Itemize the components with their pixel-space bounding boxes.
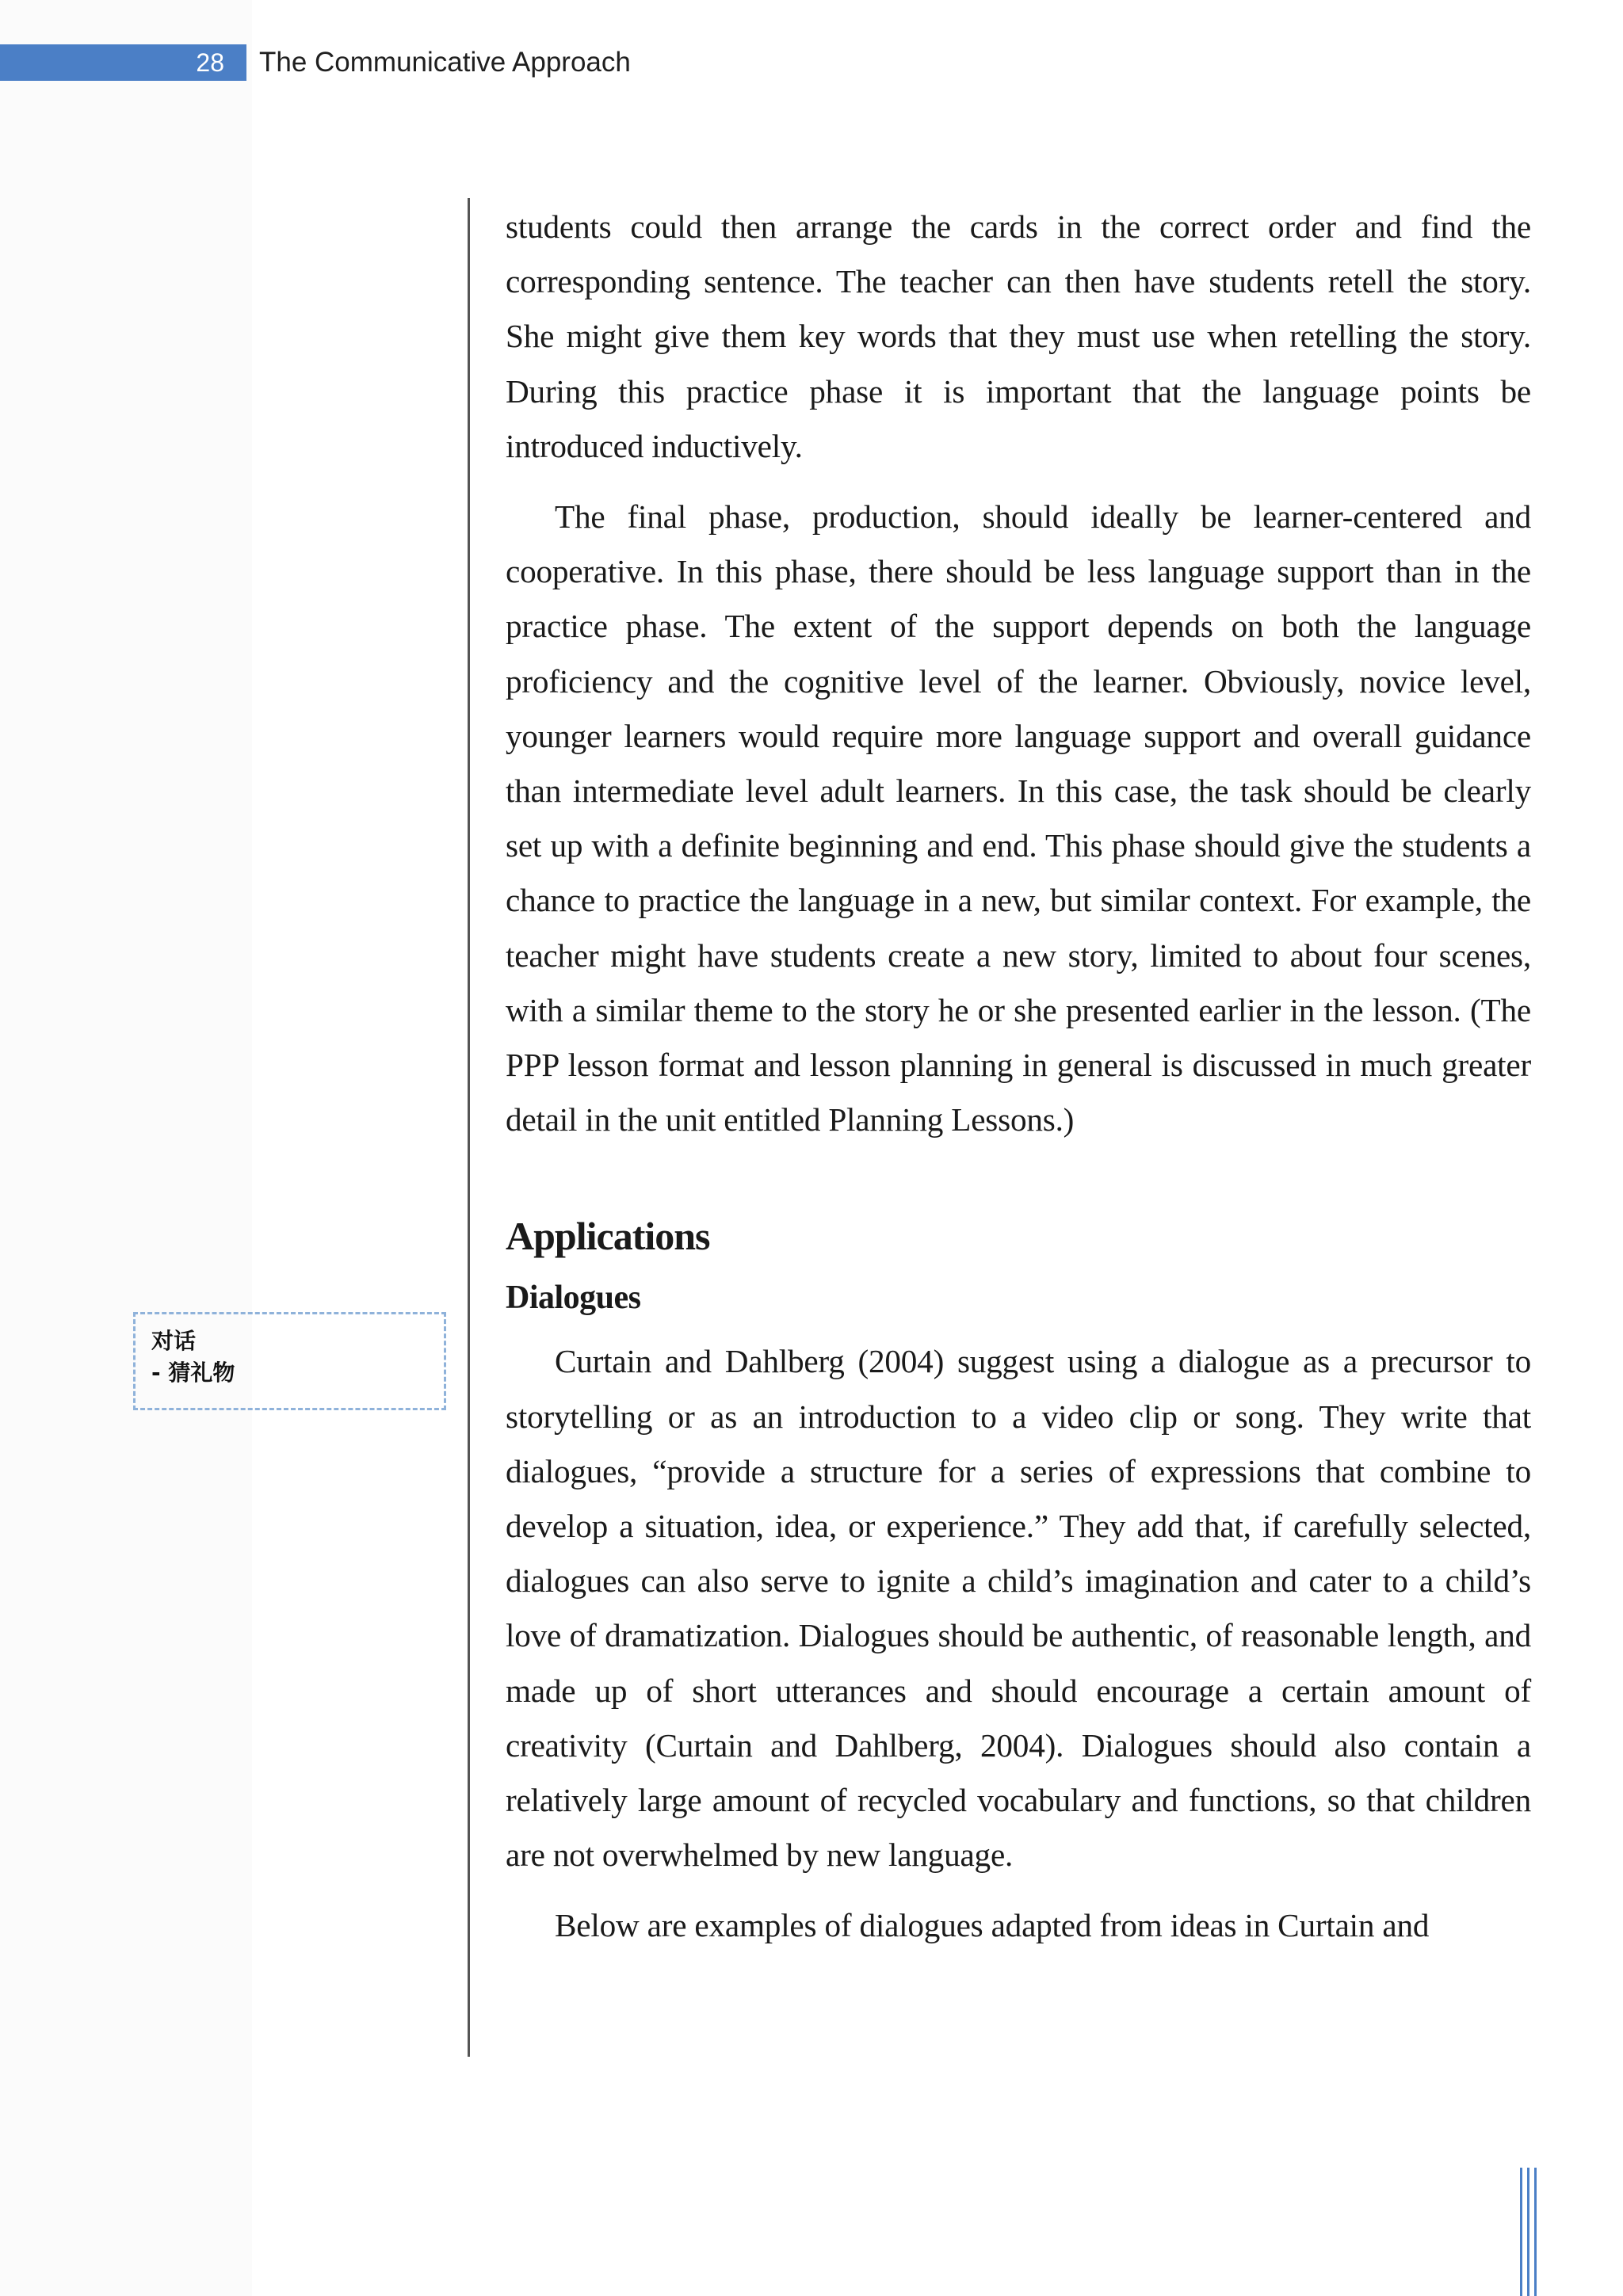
paragraph-1: students could then arrange the cards in the correct order and find the corresponding sentence. The teacher can then have students retell the story. She might give them key words that they must use when retelling the story. During this practice phase it is important that the language points be introduced inductively.: [506, 208, 1531, 464]
edge-line: [1527, 2168, 1529, 2296]
edge-line: [1534, 2168, 1537, 2296]
margin-note-line-2: - 猜礼物: [151, 1360, 235, 1386]
margin-note-line-1: 对话: [151, 1328, 197, 1354]
section-heading: Applications: [506, 1214, 710, 1259]
page-header: [0, 44, 631, 81]
paragraph-3: Curtain and Dahlberg (2004) suggest using a dialogue as a precursor to storytelling or as an introduction to a video clip or song. They write that dialogues, “provide a structure for a series of expressions that combine to develop a situation, idea, or experience.” They add that, if carefully selected, dialogues can also serve to ignite a child’s imagination and cater to a child’s love of dramatization. Dialogues should be authentic, of reasonable length, and made up of short utterances and should encourage a certain amount of creativity (Curtain and Dahlberg, 2004). Dialogues should also contain a relatively large amount of recycled vocabulary and functions, so that children are not overwhelmed by new language.: [506, 1343, 1531, 1874]
margin-rule: [468, 198, 470, 2057]
main-text: [506, 200, 1531, 1954]
page-edge-decoration: [1520, 2168, 1545, 2296]
page-number: 28: [0, 44, 246, 81]
edge-line: [1520, 2168, 1522, 2296]
running-title: The Communicative Approach: [259, 47, 631, 78]
left-margin-shade: [0, 0, 252, 2296]
margin-note: [133, 1312, 446, 1410]
paragraph-4: Below are examples of dialogues adapted from ideas in Curtain and: [555, 1907, 1430, 1944]
subsection-heading: Dialogues: [506, 1280, 641, 1317]
paragraph-2: The final phase, production, should ideally be learner-centered and cooperative. In this phase, there should be less language support than in the practice phase. The extent of the support depends on both the language proficiency and the cognitive level of the learner. Obviously, novice level, younger learners would require more language support and overall guidance than intermediate level adult learners. In this case, the task should be clearly set up with a definite beginning and end. This phase should give the students a chance to practice the language in a new, but similar context. For example, the teacher might have students create a new story, limited to about four scenes, with a similar theme to the story he or she presented earlier in the lesson. (The PPP lesson format and lesson planning in general is discussed in much greater detail in the unit entitled Planning Lessons.): [506, 498, 1531, 1138]
